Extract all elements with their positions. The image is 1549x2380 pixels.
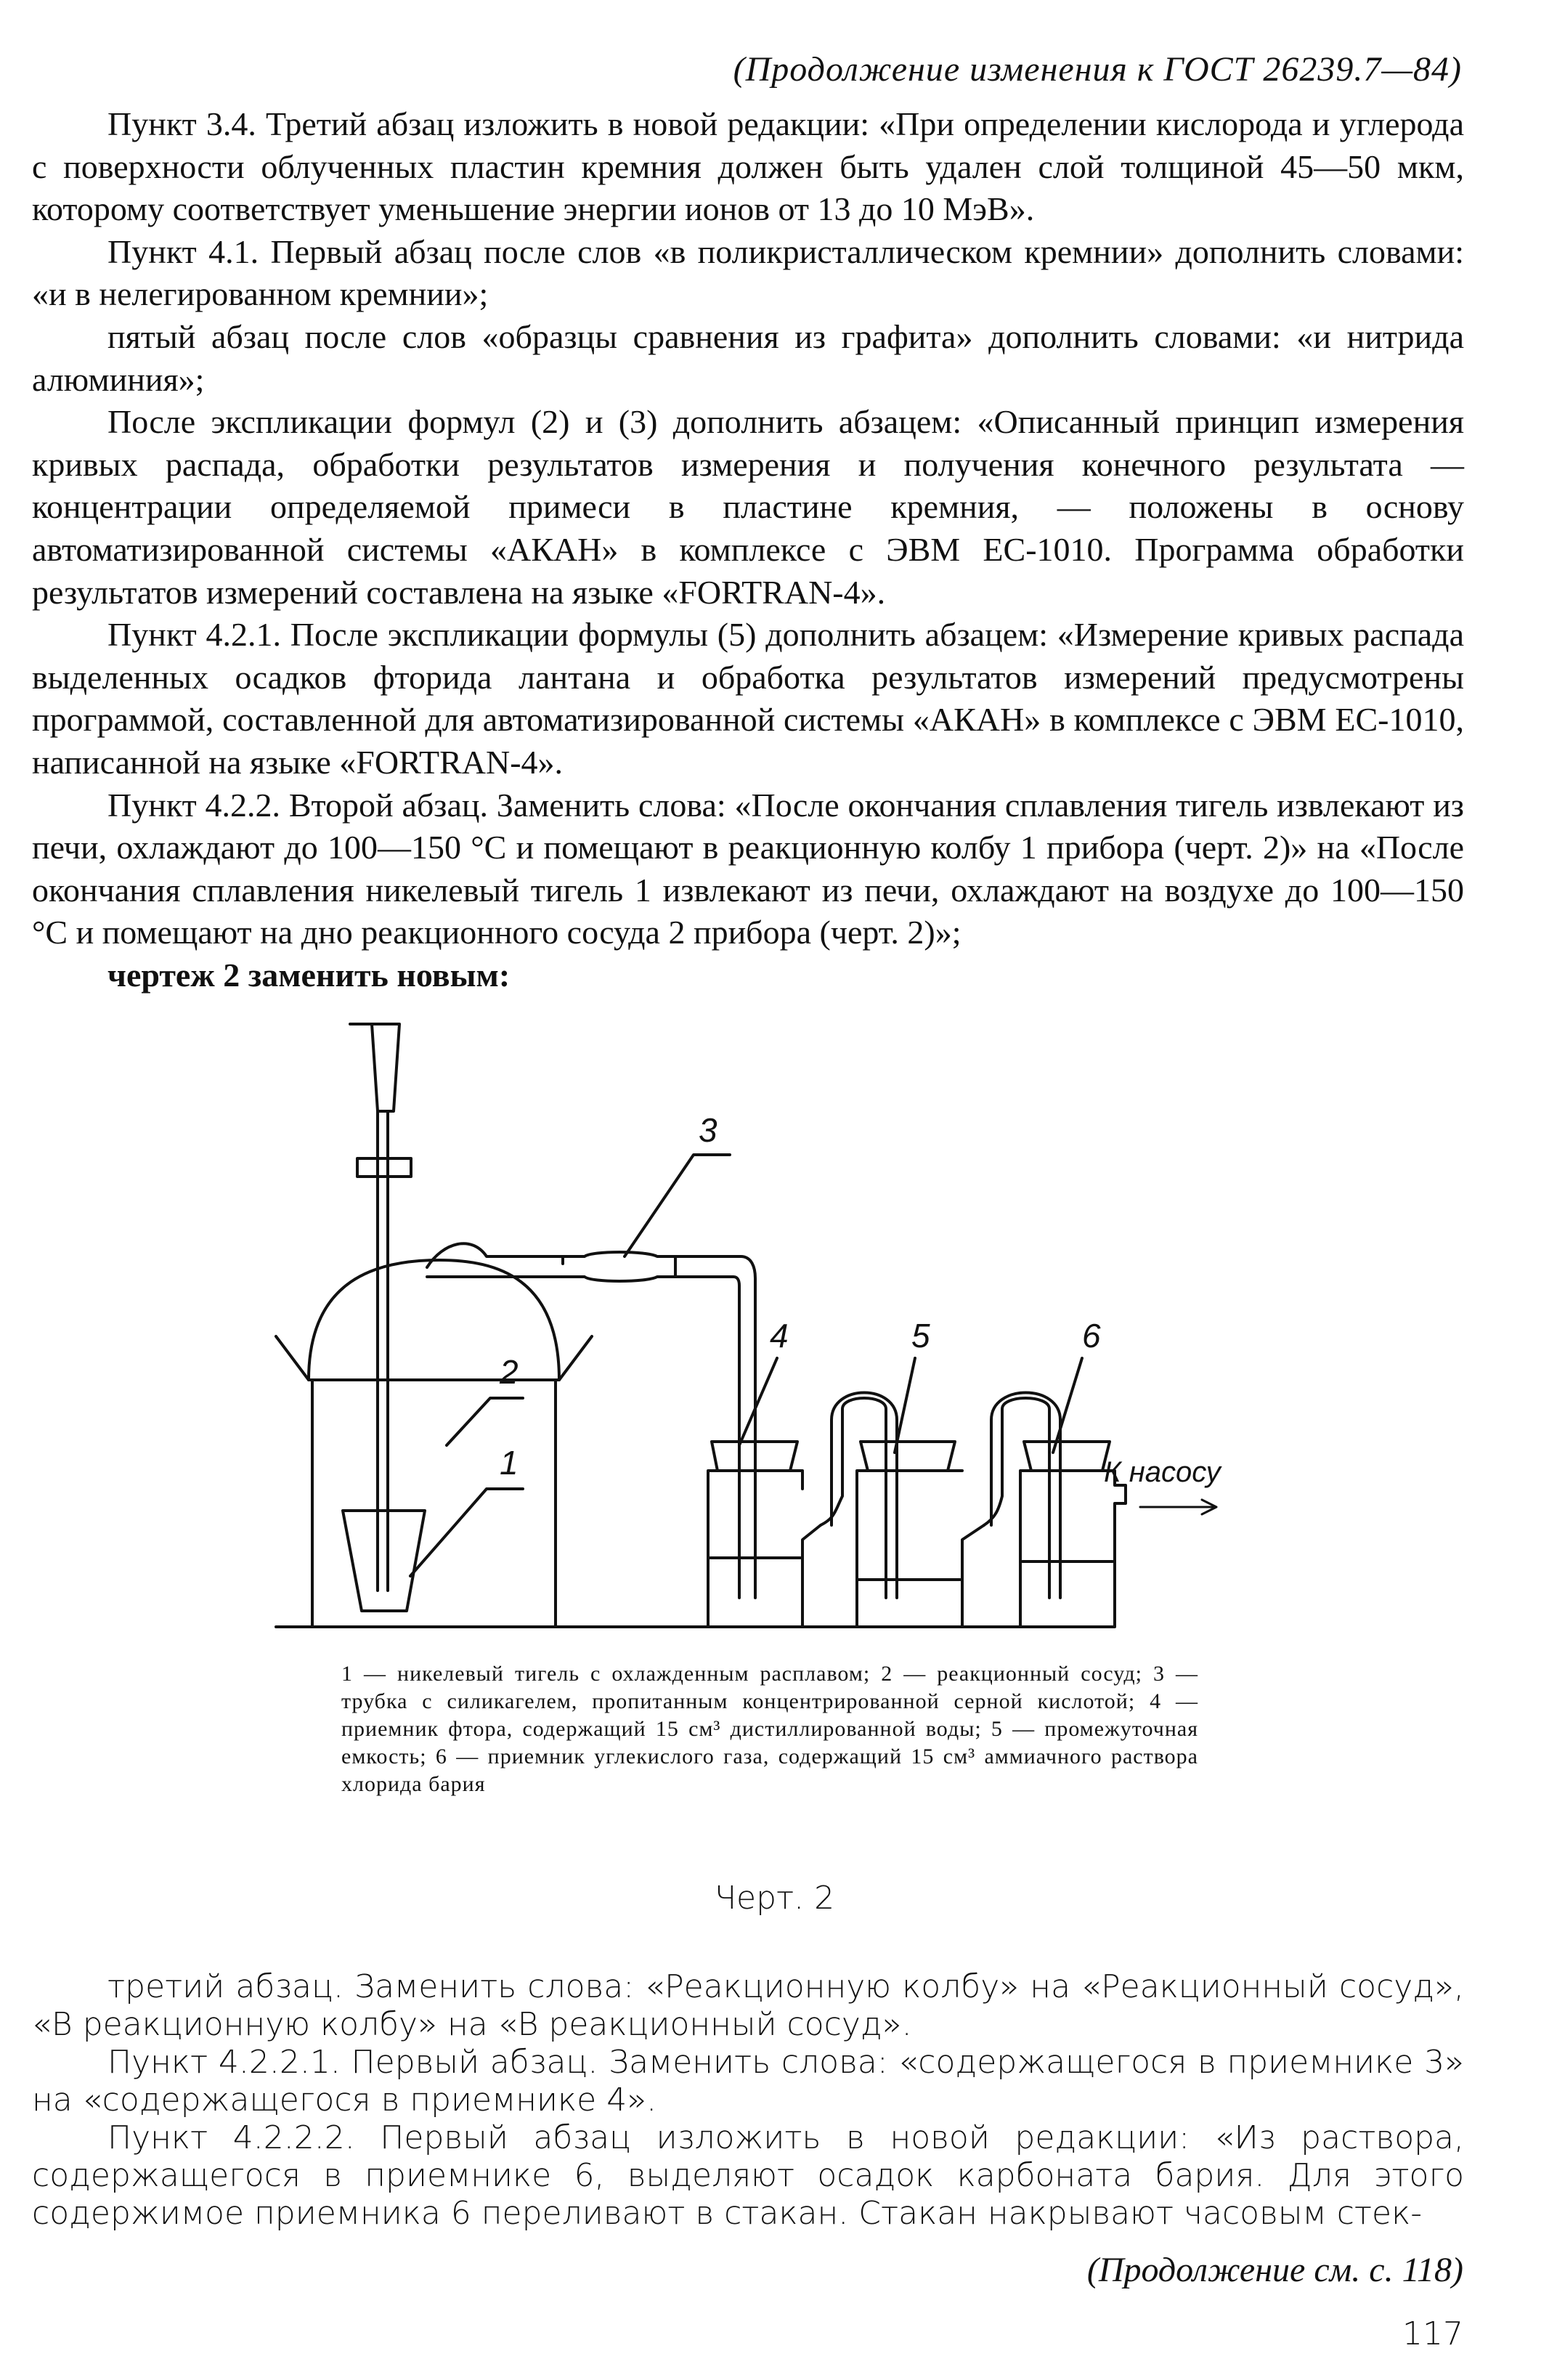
carbon-dioxide-receiver — [1020, 1471, 1126, 1627]
continuation-footer: (Продолжение см. с. 118) — [1086, 2251, 1463, 2289]
paragraph-text: пятый абзац после слов «образцы сравнения из графита» дополнить словами: «и нитрида алюминия»; — [32, 317, 1464, 398]
connecting-tube-4-5 — [821, 1393, 897, 1599]
apparatus-drawing — [269, 1017, 1300, 1649]
pump-label: К насосу — [1104, 1456, 1221, 1488]
lower-paragraph: третий абзац. Заменить слова: «Реакционную колбу» на «Реакционный сосуд», «В реакционную колбу» на «В реакционный сосуд». — [32, 1968, 1464, 2043]
lower-paragraph: Пункт 4.2.2.2. Первый абзац изложить в новой редакции: «Из раствора, содержащегося в приемнике 6, выделяют осадок карбоната бария. Для этого содержимое приемника 6 переливают в стакан. Стакан накрывают часовым стек- — [32, 2119, 1464, 2232]
silica-gel-tube — [563, 1252, 675, 1281]
leader-line-2 — [447, 1398, 523, 1445]
connecting-tube-5-6 — [984, 1393, 1060, 1599]
funnel-top — [350, 1024, 399, 1111]
paragraph-4-1-fifth — [32, 316, 1464, 401]
paragraph-lead: Пункт 3.4. — [107, 105, 256, 142]
continuation-header: (Продолжение изменения к ГОСТ 26239.7—84) — [733, 50, 1462, 89]
paragraph-lead: Пункт 4.2.2. — [107, 786, 281, 824]
lower-paragraph: Пункт 4.2.2.1. Первый абзац. Заменить слова: «содержащегося в приемнике 3» на «содержащегося в приемнике 4». — [32, 2044, 1464, 2119]
nickel-crucible — [343, 1511, 425, 1611]
receiver-6-stopper — [1024, 1442, 1110, 1471]
label-6: 6 — [1082, 1317, 1101, 1355]
paragraph-text: После экспликации формулы (5) дополнить абзацем: «Измерение кривых распада выделенных осадков фторида лантана и обработка результатов измерений предусмотрены программой, составленной для автоматизированной системы «АКАН» в комплексе с ЭВМ ЕС-1010, написанной на языке «FORTRAN-4». — [32, 616, 1464, 781]
intermediate-vessel — [857, 1471, 984, 1627]
leader-line-3 — [625, 1155, 730, 1256]
label-4: 4 — [770, 1317, 789, 1355]
funnel-stopcock — [357, 1158, 411, 1177]
leader-line-4 — [739, 1358, 777, 1445]
label-5: 5 — [911, 1317, 930, 1355]
paragraph-4-2-2 — [32, 784, 1464, 954]
paragraph-drawing-replace — [32, 954, 1464, 997]
apparatus-svg — [269, 1017, 1300, 1649]
body-text — [32, 103, 1464, 996]
paragraph-4-2-1 — [32, 614, 1464, 784]
vessel-5-stopper — [861, 1442, 955, 1471]
lower-body-text — [32, 1968, 1464, 2233]
label-3: 3 — [699, 1111, 717, 1149]
leader-line-5 — [895, 1358, 915, 1453]
paragraph-text: Первый абзац после слов «в поликристаллическом кремнии» дополнить словами: «и в нелегированном кремнии»; — [32, 232, 1464, 313]
page-number: 117 — [1402, 2315, 1463, 2352]
reaction-vessel-flange — [276, 1336, 592, 1380]
paragraph-text: чертеж 2 заменить новым: — [107, 956, 511, 994]
paragraph-text: После экспликации формул (2) и (3) дополнить абзацем: «Описанный принцип измерения кривых распада, обработки результатов измерения и получения конечного результата — концентрации определяемой примеси в пластине кремния, — положены в основу автоматизированной системы «АКАН» в комплексе с ЭВМ ЕС-1010. Программа обработки результатов измерений составлена на языке «FORTRAN-4». — [32, 403, 1464, 611]
label-2: 2 — [500, 1353, 519, 1391]
figure-caption — [341, 1660, 1198, 1798]
paragraph-3-4 — [32, 103, 1464, 231]
figure-title: Черт. 2 — [714, 1880, 835, 1917]
paragraph-lead: Пункт 4.1. — [107, 232, 259, 270]
caption-text: 1 — никелевый тигель с охлажденным расплавом; 2 — реакционный сосуд; 3 — трубка с силикагелем, пропитанным концентрированной серной кислотой; 4 — приемник фтора, содержащий 15 см³ дистиллированной воды; 5 — промежуточная емкость; 6 — приемник углекислого газа, содержащий 15 см³ аммиачного раствора хлорида бария — [341, 1662, 1198, 1796]
paragraph-lead: Пункт 4.2.1. — [107, 616, 281, 654]
paragraph-4-1 — [32, 231, 1464, 316]
paragraph-explication — [32, 401, 1464, 614]
leader-line-1 — [410, 1489, 523, 1576]
pump-arrow — [1140, 1500, 1216, 1514]
label-1: 1 — [500, 1444, 519, 1482]
fluorine-receiver — [708, 1471, 821, 1627]
paragraph-text: Третий абзац изложить в новой редакции: «При определении кислорода и углерода с поверхности облученных пластин кремния должен быть удален слой толщиной 45—50 мкм, которому соответствует уменьшение энергии ионов от 13 до 10 МэВ». — [32, 105, 1465, 228]
paragraph-text: Второй абзац. Заменить слова: «После окончания сплавления тигель извлекают из печи, охлаждают до 100—150 °С и помещают в реакционную колбу 1 прибора (черт. 2)» на «После окончания сплавления никелевый тигель 1 извлекают из печи, охлаждают на воздухе до 100—150 °С и помещают на дно реакционного сосуда 2 прибора (черт. 2)»; — [32, 786, 1464, 951]
